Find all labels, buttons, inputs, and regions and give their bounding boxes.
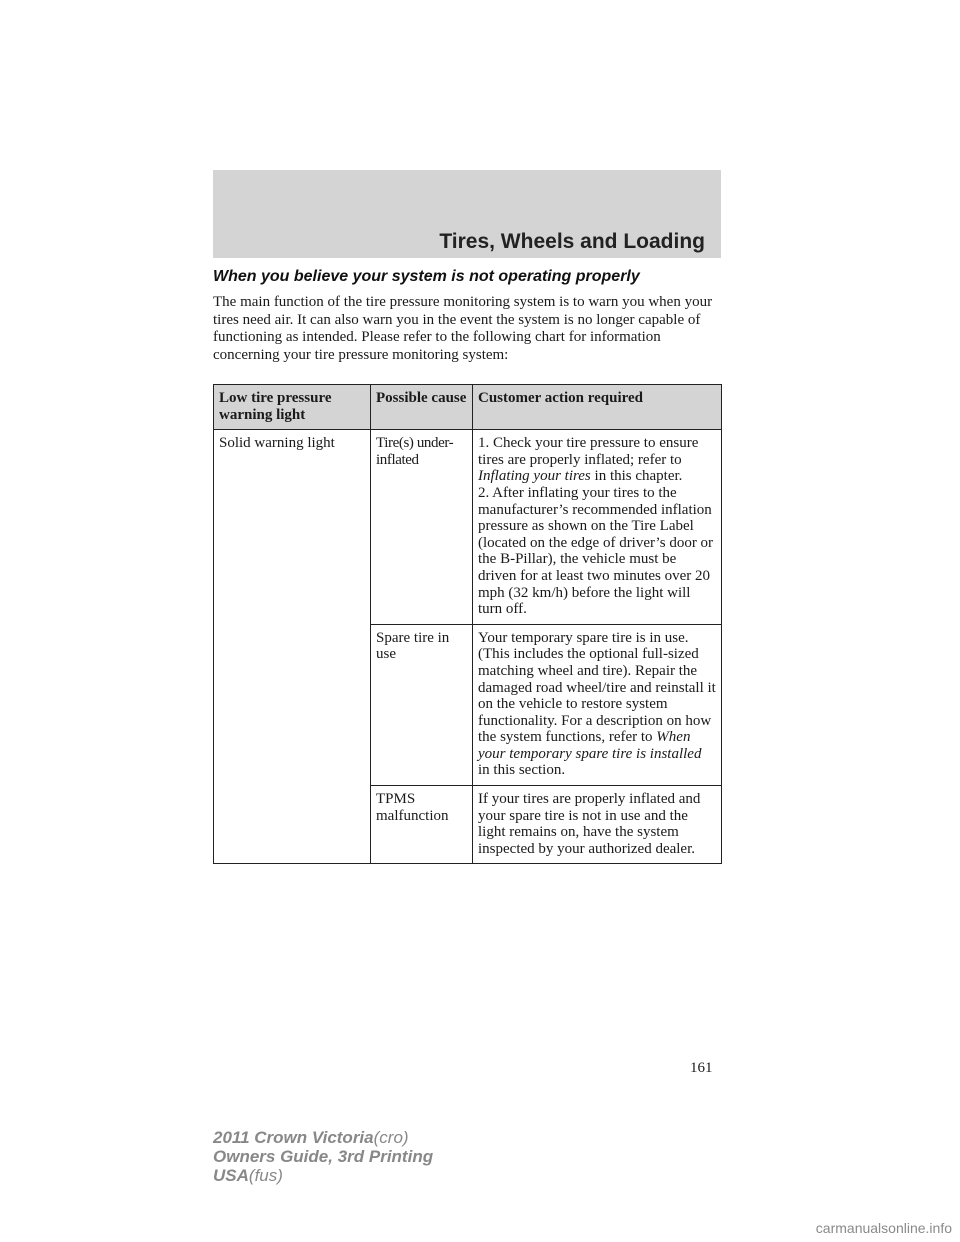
chapter-header-band (213, 170, 721, 258)
page-number: 161 (690, 1060, 713, 1076)
footer-model-code: (cro) (373, 1128, 409, 1147)
header-customer-action: Customer action required (473, 385, 722, 430)
action-text: 2. After inflating your tires to the manufacturer’s recommended inflation pressure as shown on the Tire Label (located on the edge of driver’s door or the B-Pillar), the vehicle must be driven for at least two minutes over 20 mph (32 km/h) before the light will turn off. (478, 484, 714, 618)
footer-market: USA (213, 1166, 249, 1185)
footer-market-code: (fus) (248, 1166, 283, 1185)
footer-guide: Owners Guide, 3rd Printing (213, 1147, 434, 1166)
action-cell (473, 430, 722, 625)
cause-text: Tire(s) under-inflated (376, 435, 454, 468)
header-warning-light: Low tire pressure warning light (214, 385, 371, 430)
watermark: carmanualsonline.info (815, 1220, 952, 1236)
footer-line-market (213, 1166, 433, 1185)
footer-line-model (213, 1128, 433, 1147)
action-text: 1. Check your tire pressure to ensure tires are properly inflated; refer to (478, 435, 699, 468)
action-text: in this chapter. (590, 468, 683, 485)
footer-model: 2011 Crown Victoria (213, 1128, 374, 1147)
table-row (214, 430, 722, 625)
action-cell: If your tires are properly inflated and your spare tire is not in use and the light remains on, have the system inspected by your authorized dealer. (473, 786, 722, 864)
intro-paragraph: The main function of the tire pressure monitoring system is to warn you when your tires need air. It can also warn you in the event the system is no longer capable of functioning as intended. Please refer to the following chart for information concerning your tire pressure monitoring system: (213, 294, 713, 363)
header-possible-cause: Possible cause (371, 385, 473, 430)
action-text: in this section. (478, 762, 566, 779)
table-header-row (214, 385, 722, 430)
section-heading: When you believe your system is not operating properly (213, 268, 640, 285)
cause-cell (371, 430, 473, 625)
document-footer (213, 1128, 433, 1185)
action-reference: Inflating your tires (478, 468, 591, 485)
action-reference: When your temporary spare tire is installed (478, 729, 702, 762)
cause-cell: TPMS malfunction (371, 786, 473, 864)
tpms-troubleshooting-table (213, 384, 722, 864)
action-text: Your temporary spare tire is in use. (This includes the optional full-sized matching wheel and tire). Repair the damaged road wheel/tire and reinstall it on the vehicle to restore system functionality. For a description on how the system functions, refer to (478, 629, 716, 746)
chapter-title: Tires, Wheels and Loading (439, 230, 705, 253)
cause-cell: Spare tire in use (371, 624, 473, 785)
warning-light-cell: Solid warning light (214, 430, 371, 864)
action-cell (473, 624, 722, 785)
